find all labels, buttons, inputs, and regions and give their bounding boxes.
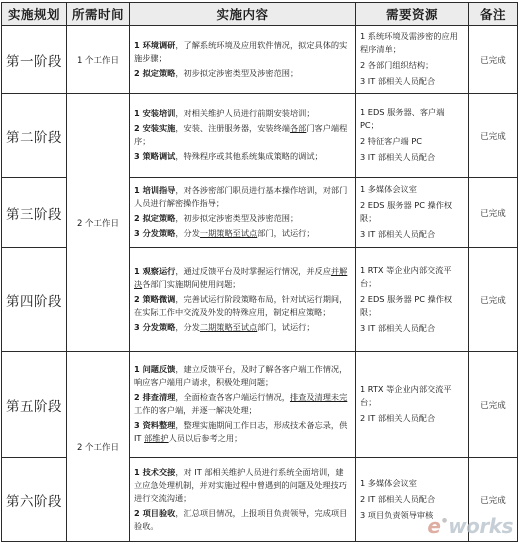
- content-item-title: 技术交接: [142, 466, 176, 477]
- status-cell: 已完成: [469, 352, 518, 458]
- resource-item: 3 项目负责领导审核: [360, 509, 434, 520]
- content-item-text: ，通过反馈平台及时掌握运行情况，并反应并解决各部门实施期间使用问题；: [134, 265, 348, 289]
- content-item: [134, 321, 351, 334]
- resource-item: 2 EDS 服务器 PC 操作权限；: [360, 200, 453, 223]
- phase-name: 第三阶段: [2, 178, 67, 248]
- resources-cell: [356, 352, 469, 458]
- header-remarks: 备注: [469, 3, 518, 26]
- content-item: [134, 419, 351, 445]
- content-item-number: 1: [134, 466, 143, 477]
- content-item: [134, 391, 351, 417]
- e-works-watermark-logo: e•works: [427, 514, 513, 538]
- content-item-text: ，对相关维护人员进行前期安装培训；: [175, 108, 315, 118]
- resources-cell: [356, 178, 469, 248]
- content-item-text: ，初步拟定涉密类型及涉密范围；: [175, 67, 299, 78]
- content-item-number: 2: [134, 293, 143, 304]
- content-item: [134, 227, 351, 240]
- content-item-title: 安装实施: [142, 123, 176, 133]
- phase-name: 第二阶段: [2, 94, 67, 178]
- content-item: [134, 507, 351, 533]
- header-time: 所需时间: [67, 3, 130, 26]
- content-item-text: ，分发二期策略至试点部门，试运行；: [175, 321, 315, 332]
- time-cell: 2 个工作日: [67, 352, 130, 542]
- content-item-title: 分发策略: [142, 321, 176, 332]
- content-item-number: 2: [134, 213, 143, 223]
- content-cell: [130, 458, 356, 542]
- header-resources: 需要资源: [356, 3, 469, 26]
- phase-name: 第四阶段: [2, 248, 67, 352]
- phase-name: 第五阶段: [2, 352, 67, 458]
- content-item-title: 拟定策略: [142, 67, 176, 78]
- time-cell: 1 个工作日: [67, 26, 130, 94]
- resource-item: 1 RTX 等企业内部交流平台；: [360, 264, 452, 288]
- resource-item: 3 IT 部相关人员配合: [360, 76, 436, 86]
- content-item-number: 1: [134, 364, 143, 374]
- resource-item: 3 IT 部相关人员配合: [360, 322, 436, 333]
- status-cell: 已完成: [469, 26, 518, 94]
- implementation-plan-table: [1, 2, 518, 542]
- resources-cell: [356, 26, 469, 94]
- content-cell: [130, 178, 356, 248]
- table-row: [2, 94, 518, 178]
- content-cell: [130, 26, 356, 94]
- header-content: 实施内容: [130, 3, 356, 26]
- content-item: [134, 293, 351, 319]
- content-item-number: 1: [134, 39, 143, 50]
- content-item-number: 1: [134, 265, 143, 276]
- resource-item: 3 IT 部相关人员配合: [360, 229, 436, 239]
- content-item: [134, 466, 351, 505]
- status-cell: 已完成: [469, 94, 518, 178]
- content-item-number: 1: [134, 108, 143, 118]
- resource-item: 1 EDS 服务器、客户端 PC；: [360, 107, 445, 130]
- time-cell: 2 个工作日: [67, 94, 130, 352]
- logo-prefix: e: [427, 514, 441, 538]
- content-item-text: ，整理实施期间工作日志，形成技术备忘录，供 IT 部维护人员以后参考之用；: [134, 420, 348, 443]
- content-item-title: 培训指导: [142, 185, 176, 195]
- content-cell: [130, 248, 356, 352]
- content-item: [134, 39, 351, 65]
- content-item-number: 3: [134, 420, 143, 430]
- content-cell: [130, 94, 356, 178]
- resource-item: 2 IT 部相关人员配合: [360, 413, 436, 423]
- content-item: [134, 67, 351, 80]
- status-cell: 已完成: [469, 178, 518, 248]
- resource-item: 2 EDS 服务器 PC 操作权限；: [360, 293, 453, 317]
- content-item-title: 策略调试: [142, 151, 176, 161]
- content-item: [134, 363, 351, 389]
- logo-suffix: works: [448, 514, 513, 538]
- resources-cell: [356, 94, 469, 178]
- content-item-title: 环境调研: [142, 39, 176, 50]
- content-item-number: 2: [134, 123, 143, 133]
- content-item: [134, 107, 351, 120]
- content-item-title: 项目验收: [142, 507, 176, 518]
- table-header-row: [2, 3, 518, 26]
- content-item: [134, 150, 351, 163]
- content-item-number: 3: [134, 228, 143, 238]
- content-item-text: ，了解系统环境及应用软件情况，拟定具体的实施步骤；: [134, 39, 348, 63]
- table-row: [2, 352, 518, 458]
- resource-item: 1 RTX 等企业内部交流平台；: [360, 384, 452, 407]
- resource-item: 1 多媒体会议室: [360, 477, 417, 488]
- table-row: [2, 26, 518, 94]
- content-item-text: ，特殊程序或其他系统集成策略的调试；: [175, 151, 323, 161]
- content-item-number: 3: [134, 321, 143, 332]
- resource-item: 2 各部门组织结构；: [360, 60, 434, 70]
- content-item: [134, 184, 351, 210]
- content-item: [134, 265, 351, 291]
- content-item-text: ，建立反馈平台，及时了解各客户端工作情况，响应客户端用户请求，积极处理问题；: [134, 364, 348, 387]
- content-item-number: 1: [134, 185, 143, 195]
- phase-name: 第六阶段: [2, 458, 67, 542]
- content-item-title: 安装培训: [142, 108, 176, 118]
- content-item-text: ，对 IT 部相关维护人员进行系统全面培训，建立应急处理机制，并对实施过程中曾遇到的问题及处理技巧进行交流沟通；: [134, 466, 347, 503]
- content-item-text: ，初步拟定涉密类型及涉密范围；: [175, 213, 299, 223]
- content-item-number: 3: [134, 151, 143, 161]
- phase-name: 第一阶段: [2, 26, 67, 94]
- content-item-title: 策略微调: [142, 293, 176, 304]
- content-item-title: 分发策略: [142, 228, 176, 238]
- content-item-text: ，全面检查各客户端运行情况，排查及清理未完工作的客户端，并逐一解决处理；: [134, 392, 348, 415]
- content-item-number: 2: [134, 67, 143, 78]
- content-item-title: 排查清理: [142, 392, 176, 402]
- content-item: [134, 212, 351, 225]
- content-item-number: 2: [134, 392, 143, 402]
- content-item-text: ，分发一期策略至试点部门，试运行；: [175, 228, 315, 238]
- resource-item: 1 系统环境及需涉密的应用程序清单；: [360, 31, 458, 54]
- content-item-title: 资料整理: [142, 420, 176, 430]
- header-plan: 实施规划: [2, 3, 67, 26]
- content-item-text: ，汇总项目情况，上报项目负责领导，完成项目验收。: [134, 507, 348, 531]
- resource-item: 1 多媒体会议室: [360, 184, 417, 194]
- content-item-text: ，安装、注册服务器，安装终端各部门客户端程序；: [134, 123, 348, 146]
- content-cell: [130, 352, 356, 458]
- resources-cell: [356, 248, 469, 352]
- content-item-title: 拟定策略: [142, 213, 176, 223]
- content-item-title: 观察运行: [142, 265, 176, 276]
- status-cell: 已完成: [469, 458, 518, 542]
- content-item-title: 问题反馈: [142, 364, 176, 374]
- resource-item: 2 IT 部相关人员配合: [360, 493, 436, 504]
- resource-item: 2 特征客户端 PC: [360, 136, 423, 146]
- content-item-number: 2: [134, 507, 143, 518]
- status-cell: 已完成: [469, 248, 518, 352]
- content-item-text: ，完善试运行阶段策略布局，针对试运行期间，在实际工作中交流及外发的特殊应用，制定相应策略；: [134, 293, 348, 317]
- resource-item: 3 IT 部相关人员配合: [360, 152, 436, 162]
- content-item-text: ，对各涉密部门职员进行基本操作培训，对部门人员进行解密操作指导；: [134, 185, 348, 208]
- content-item: [134, 122, 351, 148]
